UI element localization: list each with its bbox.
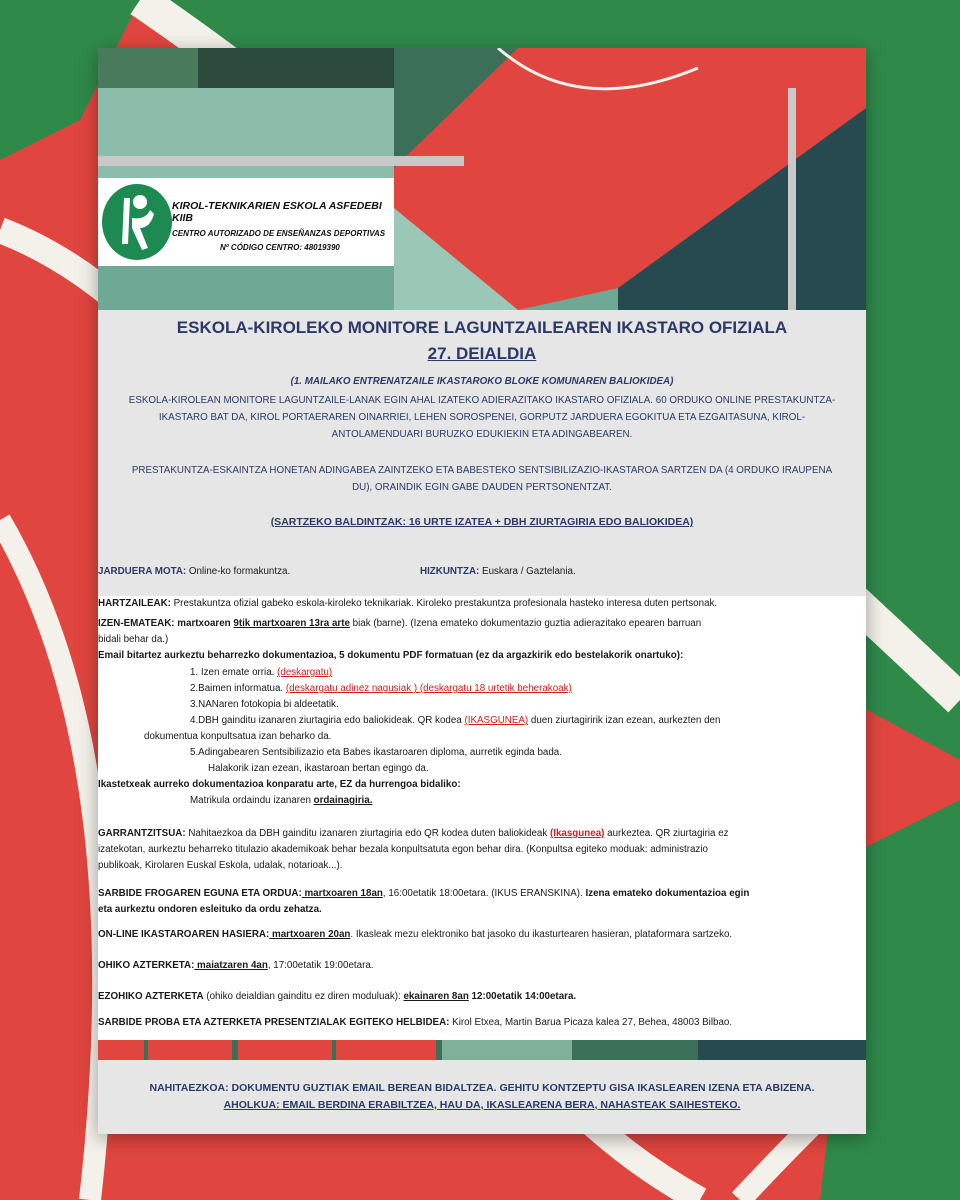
doc-item-5: 5.Adingabearen Sentsibilizazio eta Babes ikastaroaren diploma, aurretik eginda bada. — [190, 747, 562, 758]
ikasgunea-link-2[interactable]: (Ikasgunea) — [549, 828, 605, 839]
exam-row: OHIKO AZTERKETA: maiatzaren 4an, 17:00etatik 19:00etara. — [98, 960, 374, 971]
important-row-2: izatekotan, aurkeztu beharreko titulazio akademikoak behar bezala konpultsatuta egon behar dira. (Konpultsa egiteko moduak: administrazio — [98, 844, 708, 855]
entry-test-row: SARBIDE FROGAREN EGUNA ETA ORDUA: martxoaren 18an, 16:00etatik 18:00etara. (IKUS ERANSKINA). Izena emateko dokumentazioa egin — [98, 888, 750, 899]
page-title: ESKOLA-KIROLEKO MONITORE LAGUNTZAILEAREN IKASTARO OFIZIALA — [176, 318, 788, 337]
activity-row: JARDUERA MOTA: Online-ko formakuntza. — [98, 566, 291, 577]
language-row: HIZKUNTZA: Euskara / Gaztelania. — [420, 566, 576, 577]
tuition-row: Matrikula ordaindu izanaren ordainagiria. — [190, 795, 373, 806]
download-minor-consent-link[interactable]: (deskargatu 18 urtetik beherakoak) — [417, 683, 572, 694]
registration-row-2: bidali behar da.) — [98, 634, 169, 645]
footer-band — [98, 1040, 866, 1060]
participants-row: HARTZAILEAK: Prestakuntza ofizial gabeko eskola-kiroleko teknikariak. Kiroleko prestakuntza profesionala hasteko interesa duten pertsonak. — [98, 598, 718, 609]
download-adult-consent-link[interactable]: (deskargatu adinez nagusiak ) — [285, 683, 418, 694]
logo-mark — [102, 184, 172, 260]
documents-intro: Email bitartez aurkeztu beharrezko dokumentazioa, 5 dokumentu PDF formatuan (ez da argazkirik edo bestelakorik onartuko): — [98, 650, 684, 661]
advice-notice: AHOLKUA: EMAIL BERDINA ERABILTZEA, HAU DA, IKASLEARENA BERA, NAHASTEAK SAIHESTEKO. — [223, 1099, 741, 1111]
person-icon — [102, 184, 172, 260]
doc-item-5-line-2: Halakorik izan ezean, ikastaroan bertan egingo da. — [208, 763, 429, 774]
doc-item-4: 4.DBH gainditu izanaren ziurtagiria edo baliokideak. QR kodea (IKASGUNEA) duen ziurtagiririk izan ezean, aurkezten den — [190, 715, 721, 726]
doc-item-1: 1. Izen emate orria. (deskargatu) — [190, 667, 333, 678]
doc-item-3: 3.NANaren fotokopia bi aldeetatik. — [190, 699, 339, 710]
registration-row: IZEN-EMATEAK: martxoaren 9tik martxoaren 13ra arte biak (barne). (Izena emateko dokumentazio guztia adierazitako epearen barruan — [98, 618, 702, 629]
authorized-center: CENTRO AUTORIZADO DE ENSEÑANZAS DEPORTIVAS — [172, 229, 386, 238]
footer-panel — [98, 1060, 866, 1134]
mandatory-notice: NAHITAEZKOA: DOKUMENTU GUZTIAK EMAIL BEREAN BIDALTZEA. GEHITU KONTZEPTU GISA IKASLEAREN IZENA ETA ABIZENA. — [149, 1082, 815, 1094]
important-row: GARRANTZITSUA: Nahitaezkoa da DBH gainditu izanaren ziurtagiria edo QR kodea duten baliokideak (Ikasgunea) aurkeztea. QR ziurtagiria ez — [98, 828, 729, 839]
course-description-2: PRESTAKUNTZA-ESKAINTZA HONETAN ADINGABEA ZAINTZEKO ETA BABESTEKO SENTSIBILIZAZIO-IKASTAROA SARTZEN DA (4 ORDUKO IRAUPENA DU), ORAINDIK EGIN GABE DAUDEN PERTSONENTZAT. — [131, 465, 833, 493]
important-row-3: publikoak, Kirolaren Euskal Eskola, udalak, notarioak...). — [98, 860, 343, 871]
poster-sheet — [98, 48, 866, 1134]
course-description: ESKOLA-KIROLEAN MONITORE LAGUNTZAILE-LANAK EGIN AHAL IZATEKO ADIERAZITAKO IKASTARO OFIZIALA. 60 ORDUKO ONLINE PRESTAKUNTZA-IKASTARO BAT DA, KIROL PORTAERAREN OINARRIEI, LEHEN SOROSPENEI, GORPUTZ JARDUERA EGOKITUA ETA EZGAITASUNA, KIROL-ANTOLAMENDUARI BURUZKO EDUKIEKIN ETA ADINGABEAREN. — [128, 395, 836, 440]
logo-block — [98, 178, 394, 266]
school-notice: Ikastetxeak aurreko dokumentazioa konparatu arte, EZ da hurrengoa bidaliko: — [98, 779, 461, 790]
entry-test-row-2: eta aurkeztu ondoren esleituko da ordu zehatza. — [98, 904, 322, 915]
doc-item-2: 2.Baimen informatua. (deskargatu adinez nagusiak ) (deskargatu 18 urtetik beherakoak) — [190, 683, 572, 694]
subtitle: (1. MAILAKO ENTRENATZAILE IKASTAROKO BLOKE KOMUNAREN BALIOKIDEA) — [290, 376, 674, 387]
doc-item-4-line-2: dokumentua konpultsatua izan beharko da. — [144, 731, 332, 742]
school-name: KIROL-TEKNIKARIEN ESKOLA ASFEDEBI KIIB — [172, 200, 382, 224]
download-registration-link[interactable]: (deskargatu) — [277, 667, 333, 678]
online-start-row: ON-LINE IKASTAROAREN HASIERA: martxoaren 20an. Ikasleak mezu elektroniko bat jasoko du ikasturtearen hasieran, plataformara sartzeko. — [98, 929, 733, 940]
center-code: Nº CÓDIGO CENTRO: 48019390 — [220, 243, 340, 252]
edition-title: 27. DEIALDIA — [427, 344, 537, 363]
ikasgunea-link[interactable]: (IKASGUNEA) — [464, 715, 529, 726]
entry-requirements: (SARTZEKO BALDINTZAK: 16 URTE IZATEA + DBH ZIURTAGIRIA EDO BALIOKIDEA) — [270, 516, 694, 528]
tuition-receipt-link[interactable]: ordainagiria. — [313, 795, 373, 806]
address-row: SARBIDE PROBA ETA AZTERKETA PRESENTZIALAK EGITEKO HELBIDEA: Kirol Etxea, Martin Barua Picaza kalea 27, Behea, 48003 Bilbao. — [98, 1017, 733, 1028]
extra-exam-row: EZOHIKO AZTERKETA (ohiko deialdian gainditu ez diren moduluak): ekainaren 8an 12:00etatik 14:00etara. — [98, 991, 577, 1002]
